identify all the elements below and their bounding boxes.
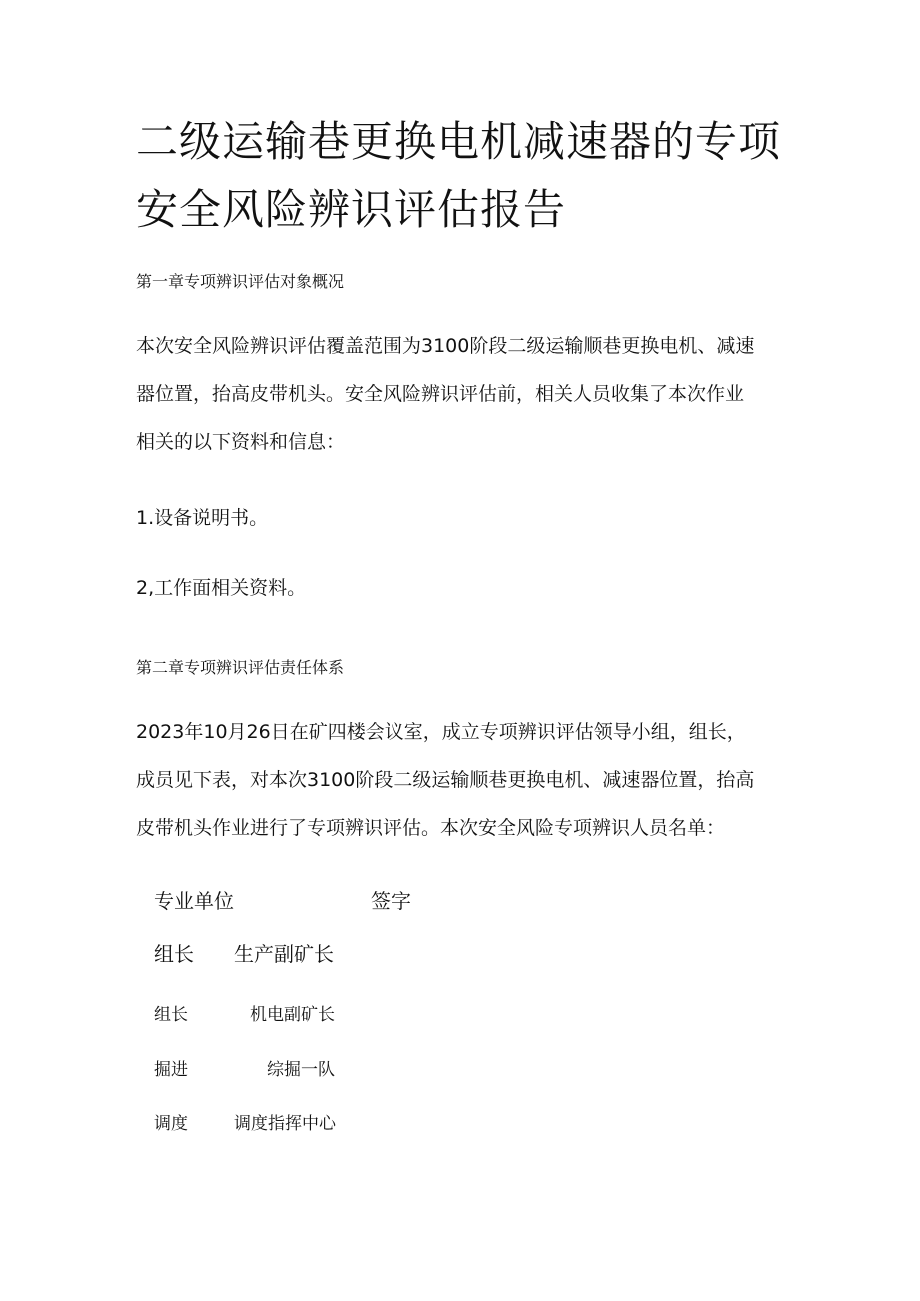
chapter-2-heading: 第二章专项辨识评估责任体系 — [136, 658, 345, 677]
chapter-2-paragraph — [136, 708, 754, 852]
roster-header-unit: 专业单位 — [154, 889, 234, 913]
paragraph-line: 2023年10月26日在矿四楼会议室，成立专项辨识评估领导小组，组长， — [136, 721, 746, 743]
roster-row-role: 组长 — [154, 942, 194, 966]
chapter-1-paragraph — [136, 322, 754, 466]
paragraph-line: 皮带机头作业进行了专项辨识评估。本次安全风险专项辨识人员名单： — [136, 817, 726, 839]
title-line-1: 二级运输巷更换电机减速器的专项 — [136, 117, 782, 166]
roster-row-role: 掘进 — [154, 1060, 188, 1080]
roster-header-sign: 签字 — [371, 889, 411, 913]
paragraph-line: 相关的以下资料和信息： — [136, 431, 346, 453]
paragraph-line: 器位置，抬高皮带机头。安全风险辨识评估前，相关人员收集了本次作业 — [136, 383, 745, 405]
title-line-2: 安全风险辨识评估报告 — [136, 185, 567, 234]
list-item: 2,工作面相关资料。 — [136, 577, 307, 599]
roster-row-unit: 机电副矿长 — [250, 1005, 335, 1025]
document-title — [136, 108, 816, 244]
chapter-1-heading: 第一章专项辨识评估对象概况 — [136, 272, 345, 291]
roster-row-unit: 综掘一队 — [267, 1060, 335, 1080]
paragraph-line: 本次安全风险辨识评估覆盖范围为3100阶段二级运输顺巷更换电机、减速 — [136, 335, 755, 357]
roster-row-unit: 调度指挥中心 — [234, 1114, 336, 1134]
roster-row-unit: 生产副矿长 — [234, 942, 334, 966]
paragraph-line: 成员见下表，对本次3100阶段二级运输顺巷更换电机、减速器位置，抬高 — [136, 769, 755, 791]
roster-row-role: 组长 — [154, 1005, 188, 1025]
list-item: 1.设备说明书。 — [136, 507, 269, 529]
roster-row-role: 调度 — [154, 1114, 188, 1134]
